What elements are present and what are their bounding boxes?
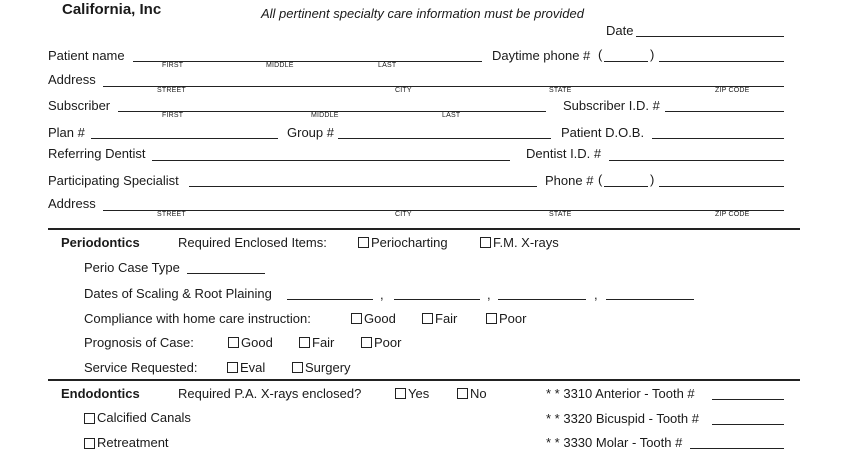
- dentist-id-field[interactable]: [609, 160, 784, 161]
- dentist-id-label: Dentist I.D. #: [526, 146, 602, 161]
- compliance-fair-label: Fair: [435, 311, 458, 326]
- daytime-phone-paren-open: (: [598, 47, 603, 62]
- perio-case-type-label: Perio Case Type: [84, 260, 180, 275]
- patient-middle-sublabel: MIDDLE: [266, 62, 294, 69]
- group-label: Group #: [287, 125, 334, 140]
- specialist-city-sublabel: CITY: [395, 211, 412, 218]
- referring-dentist-label: Referring Dentist: [48, 146, 146, 161]
- specialist-phone-label: Phone #: [545, 173, 594, 188]
- subscriber-middle-sublabel: MIDDLE: [311, 112, 339, 119]
- compliance-good-label: Good: [364, 311, 396, 326]
- scaling-date-comma-3: ,: [594, 287, 598, 302]
- subscriber-id-label: Subscriber I.D. #: [563, 98, 660, 113]
- anterior-tooth-label: * * 3310 Anterior - Tooth #: [546, 386, 695, 401]
- patient-name-field[interactable]: [133, 61, 482, 62]
- patient-street-sublabel: STREET: [157, 87, 186, 94]
- specialist-field[interactable]: [189, 186, 537, 187]
- scaling-date-1-field[interactable]: [287, 299, 373, 300]
- perio-case-type-field[interactable]: [187, 273, 265, 274]
- compliance-good-checkbox[interactable]: [351, 313, 362, 324]
- calcified-canals-checkbox[interactable]: [84, 413, 95, 424]
- compliance-poor-label: Poor: [499, 311, 527, 326]
- bicuspid-tooth-label: * * 3320 Bicuspid - Tooth #: [546, 411, 699, 426]
- daytime-phone-number-field[interactable]: [659, 61, 784, 62]
- patient-address-label: Address: [48, 72, 96, 87]
- prognosis-good-checkbox[interactable]: [228, 337, 239, 348]
- patient-city-sublabel: CITY: [395, 87, 412, 94]
- periocharting-label: Periocharting: [371, 235, 448, 250]
- date-label: Date: [606, 23, 634, 38]
- anterior-tooth-field[interactable]: [712, 399, 784, 400]
- patient-dob-label: Patient D.O.B.: [561, 125, 645, 140]
- specialist-street-sublabel: STREET: [157, 211, 186, 218]
- service-eval-checkbox[interactable]: [227, 362, 238, 373]
- scaling-date-comma-2: ,: [487, 287, 491, 302]
- prognosis-poor-label: Poor: [374, 335, 402, 350]
- molar-tooth-field[interactable]: [690, 448, 784, 449]
- specialist-address-field[interactable]: [103, 210, 784, 211]
- prognosis-good-label: Good: [241, 335, 273, 350]
- daytime-phone-paren-close: ): [650, 47, 655, 62]
- xrays-yes-checkbox[interactable]: [395, 388, 406, 399]
- molar-tooth-label: * * 3330 Molar - Tooth #: [546, 435, 683, 450]
- plan-field[interactable]: [91, 138, 278, 139]
- compliance-label: Compliance with home care instruction:: [84, 311, 311, 326]
- compliance-fair-checkbox[interactable]: [422, 313, 433, 324]
- specialist-address-label: Address: [48, 196, 96, 211]
- scaling-date-4-field[interactable]: [606, 299, 694, 300]
- specialist-phone-paren-open: (: [598, 172, 603, 187]
- date-field[interactable]: [636, 36, 784, 37]
- subscriber-first-sublabel: FIRST: [162, 112, 184, 119]
- patient-address-field[interactable]: [103, 86, 784, 87]
- xrays-no-checkbox[interactable]: [457, 388, 468, 399]
- scaling-date-comma-1: ,: [380, 287, 384, 302]
- daytime-phone-label: Daytime phone #: [492, 48, 591, 63]
- calcified-canals-label: Calcified Canals: [97, 410, 191, 425]
- specialist-phone-number-field[interactable]: [659, 186, 784, 187]
- specialist-state-sublabel: STATE: [549, 211, 572, 218]
- subscriber-label: Subscriber: [48, 98, 111, 113]
- prognosis-fair-checkbox[interactable]: [299, 337, 310, 348]
- specialist-label: Participating Specialist: [48, 173, 179, 188]
- xrays-no-label: No: [470, 386, 487, 401]
- periocharting-checkbox[interactable]: [358, 237, 369, 248]
- prognosis-poor-checkbox[interactable]: [361, 337, 372, 348]
- retreatment-checkbox[interactable]: [84, 438, 95, 449]
- specialist-phone-area-code-field[interactable]: [604, 186, 648, 187]
- subscriber-last-sublabel: LAST: [442, 112, 461, 119]
- plan-label: Plan #: [48, 125, 85, 140]
- patient-name-label: Patient name: [48, 48, 125, 63]
- group-field[interactable]: [338, 138, 551, 139]
- daytime-phone-area-code-field[interactable]: [604, 61, 648, 62]
- referring-dentist-field[interactable]: [152, 160, 510, 161]
- fm-xrays-checkbox[interactable]: [480, 237, 491, 248]
- service-eval-label: Eval: [240, 360, 266, 375]
- specialist-phone-paren-close: ): [650, 172, 655, 187]
- perio-required-label: Required Enclosed Items:: [178, 235, 327, 250]
- patient-dob-field[interactable]: [652, 138, 784, 139]
- scaling-date-3-field[interactable]: [498, 299, 586, 300]
- scaling-dates-label: Dates of Scaling & Root Plaining: [84, 286, 272, 301]
- patient-first-sublabel: FIRST: [162, 62, 184, 69]
- patient-zip-sublabel: ZIP CODE: [715, 87, 750, 94]
- retreatment-label: Retreatment: [97, 435, 169, 450]
- endo-required-label: Required P.A. X-rays enclosed?: [178, 386, 362, 401]
- fm-xrays-label: F.M. X-rays: [493, 235, 559, 250]
- company-name: California, Inc: [62, 1, 162, 18]
- patient-state-sublabel: STATE: [549, 87, 572, 94]
- subscriber-id-field[interactable]: [665, 111, 784, 112]
- compliance-poor-checkbox[interactable]: [486, 313, 497, 324]
- form-notice: All pertinent specialty care information must be provided: [261, 6, 584, 21]
- prognosis-fair-label: Fair: [312, 335, 335, 350]
- endodontics-title: Endodontics: [61, 386, 140, 401]
- section-divider-periodontics: [48, 228, 800, 230]
- scaling-date-2-field[interactable]: [394, 299, 480, 300]
- prognosis-label: Prognosis of Case:: [84, 335, 194, 350]
- specialist-zip-sublabel: ZIP CODE: [715, 211, 750, 218]
- service-surgery-label: Surgery: [305, 360, 351, 375]
- bicuspid-tooth-field[interactable]: [712, 424, 784, 425]
- service-requested-label: Service Requested:: [84, 360, 198, 375]
- service-surgery-checkbox[interactable]: [292, 362, 303, 373]
- periodontics-title: Periodontics: [61, 235, 140, 250]
- patient-last-sublabel: LAST: [378, 62, 397, 69]
- section-divider-endodontics: [48, 379, 800, 381]
- xrays-yes-label: Yes: [408, 386, 430, 401]
